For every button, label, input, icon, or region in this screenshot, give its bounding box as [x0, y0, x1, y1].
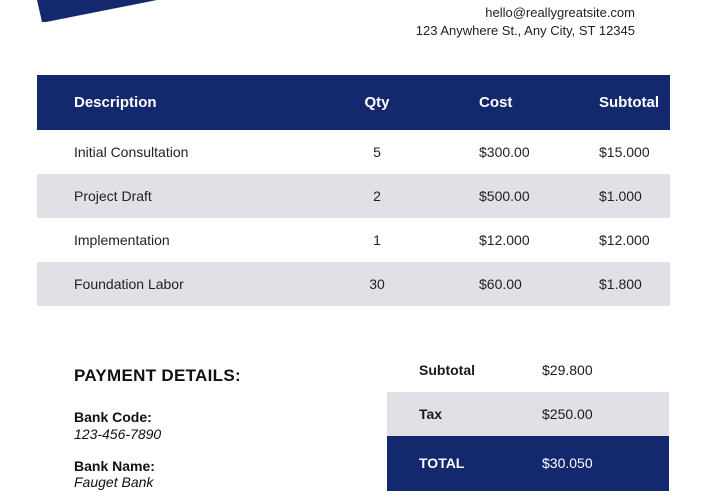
row-qty: 2	[294, 174, 460, 218]
row-subtotal: $1.800	[580, 262, 670, 306]
row-description: Initial Consultation	[74, 144, 189, 160]
contact-email: hello@reallygreatsite.com	[485, 5, 635, 20]
total-label: TOTAL	[419, 455, 465, 471]
payment-details-title: PAYMENT DETAILS:	[74, 366, 241, 385]
table-row	[37, 218, 670, 262]
tax-label: Tax	[419, 406, 443, 422]
bank-code-label: Bank Code:	[74, 409, 152, 425]
bank-name-value: Fauget Bank	[74, 474, 154, 490]
subtotal-value: $29.800	[542, 362, 593, 378]
totals-block	[387, 348, 669, 491]
header-accent-shape	[37, 0, 157, 22]
table-header-row	[37, 75, 670, 130]
bank-name-label: Bank Name:	[74, 458, 155, 474]
table-row	[37, 174, 670, 218]
total-value: $30.050	[542, 455, 593, 471]
table-row	[37, 130, 670, 174]
table-row	[37, 262, 670, 306]
header-cost: Cost	[460, 75, 580, 130]
row-description: Project Draft	[37, 174, 294, 218]
row-qty: 5	[373, 144, 381, 160]
row-cost: $60.00	[460, 262, 580, 306]
tax-value: $250.00	[542, 406, 593, 422]
header-qty: Qty	[294, 75, 460, 130]
contact-block	[416, 4, 635, 40]
row-subtotal: $15.000	[599, 144, 650, 160]
invoice-items-table	[37, 75, 670, 306]
subtotal-row	[387, 348, 669, 392]
row-cost: $300.00	[479, 144, 530, 160]
row-qty: 1	[373, 232, 381, 248]
row-subtotal: $12.000	[599, 232, 650, 248]
tax-row	[387, 392, 669, 436]
row-description: Implementation	[74, 232, 170, 248]
bank-code-value: 123-456-7890	[74, 426, 162, 442]
total-row	[387, 436, 669, 491]
contact-address: 123 Anywhere St., Any City, ST 12345	[415, 23, 635, 38]
row-qty: 30	[294, 262, 460, 306]
row-subtotal: $1.000	[580, 174, 670, 218]
subtotal-label: Subtotal	[419, 362, 475, 378]
header-description: Description	[37, 75, 294, 130]
row-description: Foundation Labor	[37, 262, 294, 306]
row-cost: $12.000	[479, 232, 530, 248]
row-cost: $500.00	[460, 174, 580, 218]
header-subtotal: Subtotal	[580, 75, 670, 130]
